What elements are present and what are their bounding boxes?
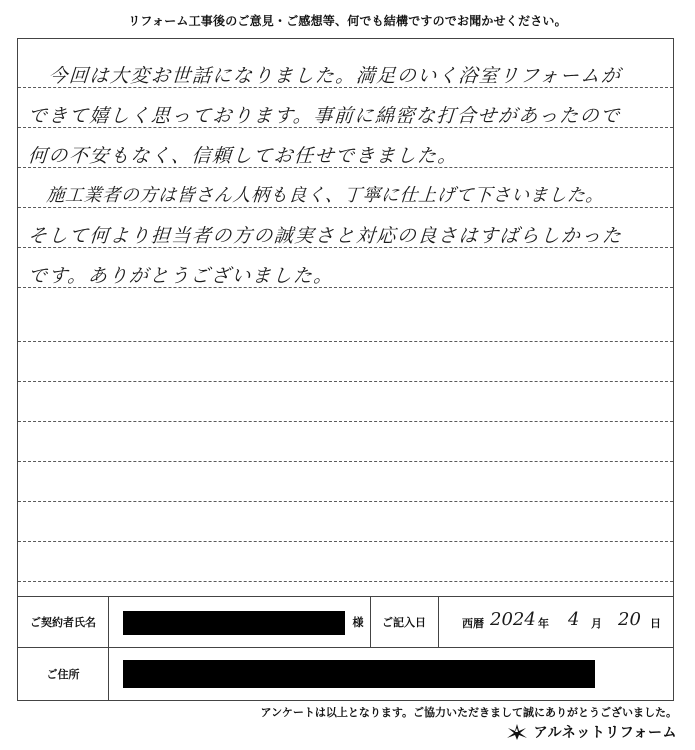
handwritten-line-5: そして何より担当者の方の誠実さと対応の良さはすばらしかった <box>27 225 624 247</box>
name-suffix: 様 <box>352 616 364 629</box>
divider <box>108 597 109 647</box>
ruled-line <box>18 207 673 208</box>
redacted-address <box>123 660 595 688</box>
arnet-logo-icon <box>506 723 528 741</box>
date-day: 20 <box>618 609 641 630</box>
ruled-line <box>18 581 673 582</box>
redacted-name <box>123 611 345 635</box>
handwritten-line-6: です。ありがとうございました。 <box>27 265 335 287</box>
contract-info-grid <box>18 596 673 701</box>
address-label: ご住所 <box>46 668 80 681</box>
survey-form <box>17 38 674 701</box>
handwritten-line-3: 何の不安もなく、信頼してお任せできました。 <box>27 145 459 167</box>
address-row <box>18 647 673 701</box>
year-unit: 年 <box>538 617 549 630</box>
ruled-line <box>18 381 673 382</box>
handwritten-line-4: 施工業者の方は皆さん人柄も良く、丁寧に仕上げて下さいました。 <box>27 185 605 206</box>
thank-you-note: アンケートは以上となります。ご協力いただきまして誠にありがとうございました。 <box>260 706 677 719</box>
ruled-line <box>18 541 673 542</box>
ruled-line <box>18 421 673 422</box>
brand-name: アルネットリフォーム <box>533 725 677 741</box>
form-instruction-header: リフォーム工事後のご意見・ご感想等、何でも結構ですのでお聞かせください。 <box>128 14 567 28</box>
date-month: 4 <box>568 609 580 630</box>
name-date-row <box>18 597 673 648</box>
month-unit: 月 <box>591 617 602 630</box>
divider <box>108 647 109 701</box>
day-unit: 日 <box>650 617 661 630</box>
ruled-line <box>18 461 673 462</box>
name-label: ご契約者氏名 <box>30 616 96 629</box>
ruled-line <box>18 501 673 502</box>
date-label: ご記入日 <box>382 616 426 629</box>
divider <box>438 597 439 647</box>
ruled-line <box>18 341 673 342</box>
handwritten-line-1: 今回は大変お世話になりました。満足のいく浴室リフォームが <box>27 65 623 87</box>
date-year: 2024 <box>490 609 536 630</box>
handwritten-line-2: できて嬉しく思っております。事前に綿密な打合せがあったので <box>27 105 622 127</box>
comment-area <box>18 39 673 599</box>
brand-logo <box>506 722 677 742</box>
era-label: 西暦 <box>462 617 484 630</box>
